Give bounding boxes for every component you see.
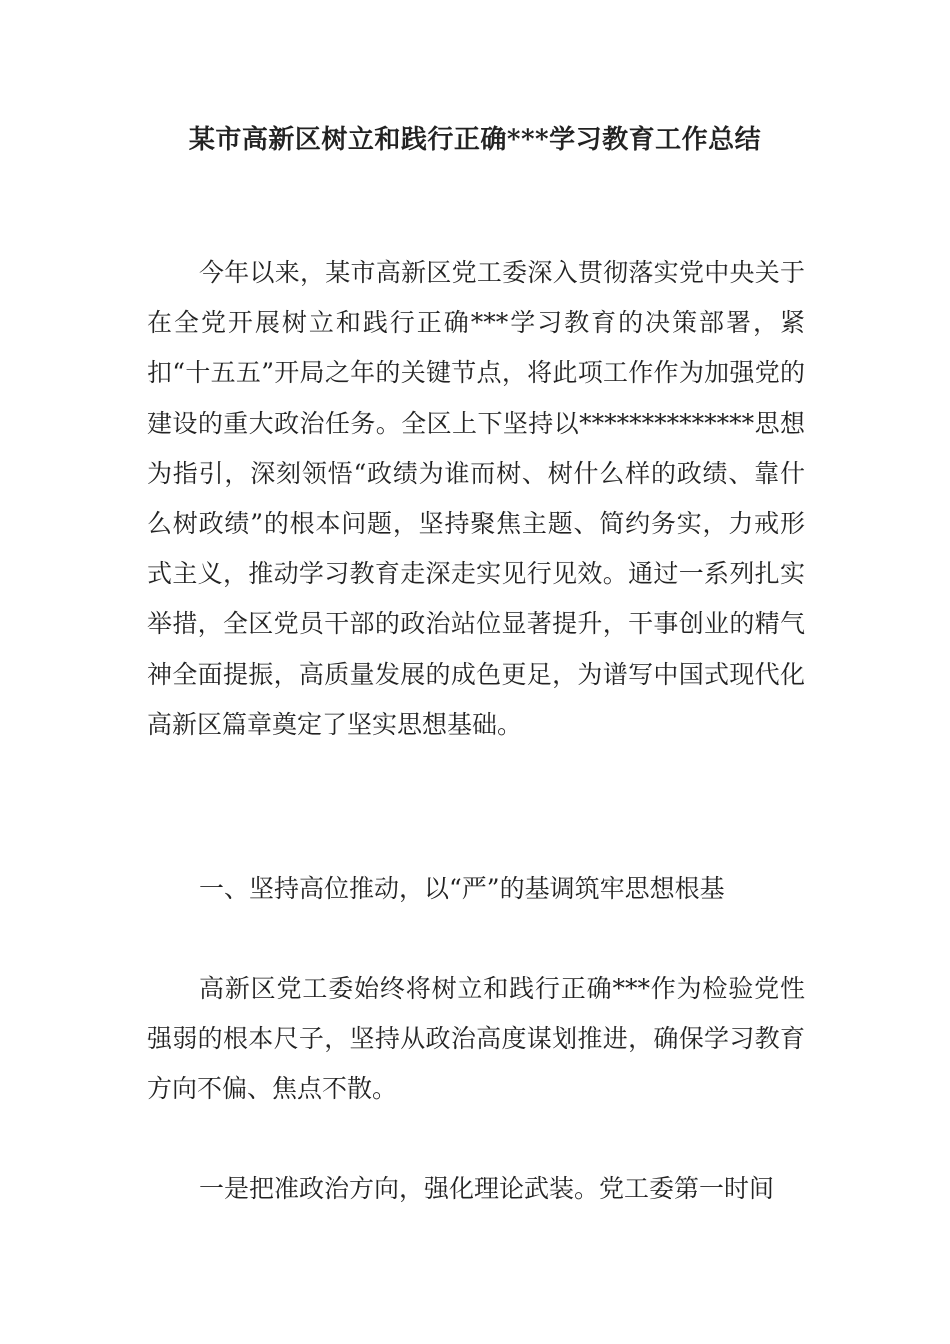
document-title: 某市高新区树立和践行正确***学习教育工作总结	[188, 125, 762, 155]
section-paragraph: 一是把准政治方向，强化理论武装。党工委第一时间	[199, 1174, 775, 1203]
section-heading: 一、坚持高位推动，以“严”的基调筑牢思想根基	[199, 874, 725, 903]
intro-paragraph: 今年以来，某市高新区党工委深入贯彻落实党中央关于在全党开展树立和践行正确***学习教育的决策部署，紧扣“十五五”开局之年的关键节点，将此项工作作为加强党的建设的重大政治任务。全区上下坚持以**************思想为指引，深刻领悟“政绩为谁而树、树什么样的政绩、靠什么树政绩”的根本问题，坚持聚焦主题、简约务实，力戒形式主义，推动学习教育走深走实见行见效。通过一系列扎实举措，全区党员干部的政治站位显著提升，干事创业的精气神全面提振，高质量发展的成色更足，为谱写中国式现代化高新区篇章奠定了坚实思想基础。	[147, 258, 805, 739]
section-paragraph: 高新区党工委始终将树立和践行正确***作为检验党性强弱的根本尺子，坚持从政治高度谋划推进，确保学习教育方向不偏、焦点不散。	[147, 974, 805, 1104]
